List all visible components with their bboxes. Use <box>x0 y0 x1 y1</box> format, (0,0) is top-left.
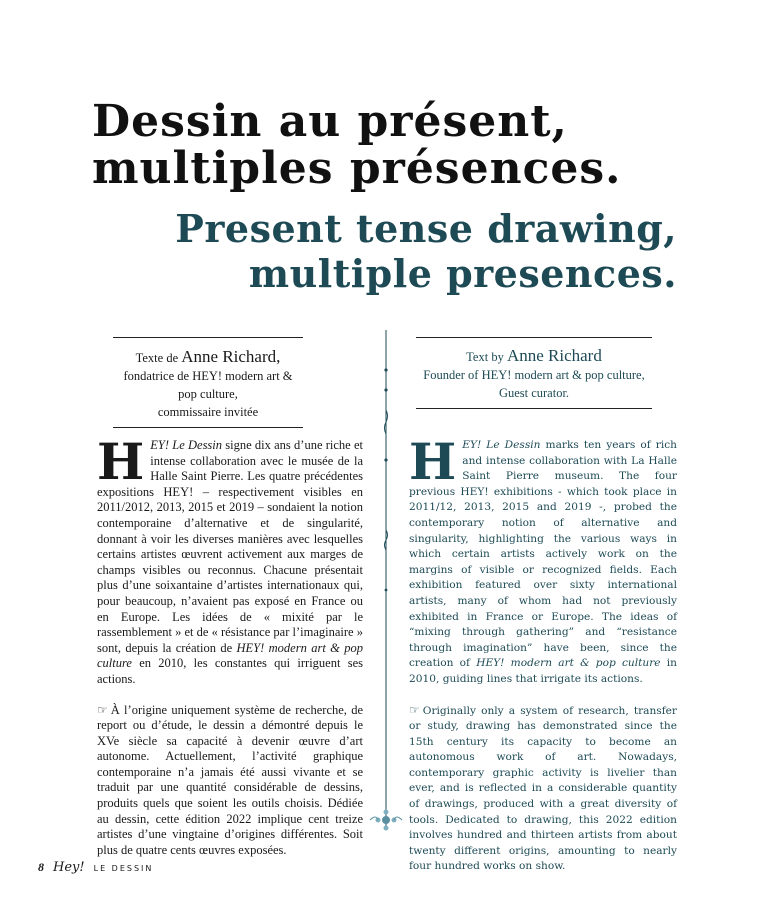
credit-author-name: Anne Richard <box>506 346 602 365</box>
page-footer <box>38 860 153 875</box>
credit-byline <box>113 348 303 367</box>
french-paragraph-1 <box>97 432 364 688</box>
title-french <box>92 98 652 192</box>
credit-rule-top <box>113 337 303 338</box>
english-paragraph-2 <box>409 703 677 876</box>
floral-ornament-icon <box>366 805 406 835</box>
italic-title: HEY! modern art & pop culture <box>97 640 364 671</box>
magazine-logo: Hey! <box>53 860 85 875</box>
vertical-divider-ornament <box>385 330 387 810</box>
title-english-line-2: multiple presences. <box>248 251 677 296</box>
french-column <box>97 432 364 873</box>
credit-role: fondatrice de HEY! modern art & pop culture, <box>123 369 293 401</box>
drop-cap: H <box>409 432 457 491</box>
italic-title: EY! Le Dessin <box>462 439 541 451</box>
italic-title: EY! Le Dessin <box>150 438 223 452</box>
section-name: LE DESSIN <box>93 864 154 873</box>
paragraph-text: en 2010, les constantes qui irriguent ses actions. <box>97 656 363 686</box>
pointing-hand-icon: ☞ <box>409 702 420 717</box>
credit-by-label: Texte de <box>135 351 182 365</box>
french-paragraph-2 <box>97 703 363 859</box>
italic-title: HEY! modern art & pop culture <box>476 657 661 670</box>
title-english <box>117 206 677 296</box>
english-column <box>409 432 677 890</box>
credit-by-label: Text by <box>466 350 507 364</box>
drop-cap: H <box>97 432 145 491</box>
credit-role-2: commissaire invitée <box>157 405 259 419</box>
credit-english <box>416 337 652 409</box>
credit-role: Founder of HEY! modern art & pop culture, <box>423 368 645 382</box>
page-number: 8 <box>38 860 44 874</box>
credit-french <box>113 337 303 428</box>
english-paragraph-1 <box>409 432 677 688</box>
title-french-line-1: Dessin au présent, <box>92 96 568 147</box>
pointing-hand-icon: ☞ <box>97 702 108 717</box>
paragraph-text: signe dix ans d’une riche et intense collaboration avec le musée de la Halle Saint Pierre. Les quatre précédentes expositions HEY! – respectivement visibles en 2011/2012, 2013, 2015 et 2019 – sondaient la notion contemporaine d’alternative et de singularité, donnant à voir les diverses manières avec lesquelles certains artistes œuvrent activement aux marges de champs visibles ou reconnus. Chacune présentait plus d’une soixantaine d’artistes internationaux qui, pour beaucoup, n’avaient pas exposé en France ou en Europe. Les idées de « mixité par le rassemblement » et de « résistance par l’imaginaire » sont, depuis la création de <box>97 438 364 655</box>
credit-author-name: Anne Richard, <box>181 347 281 366</box>
credit-role-2: Guest curator. <box>498 386 570 400</box>
title-english-line-1: Present tense drawing, <box>175 206 677 251</box>
credit-byline <box>416 347 652 366</box>
title-french-line-2: multiples présences. <box>92 143 622 194</box>
credit-rule-bottom <box>113 427 303 428</box>
paragraph-text: À l’origine uniquement système de recherche, de report ou d’étude, le dessin a démontré depuis le XVe siècle sa capacité à devenir œuvre d’art autonome. Actuellement, l’activité graphique contemporaine n’a jamais été aussi vivante et se traduit par une quantité considérable de dessins, produits quels que soient les outils choisis. Dédiée au dessin, cette édition 2022 implique cent treize artistes d’une vingtaine d’origines différentes. Soit plus de quatre cents œuvres exposées. <box>97 702 363 857</box>
paragraph-text: Originally only a system of research, transfer or study, drawing has demonstrated since the 15th century its capacity to become an autonomous work of art. Nowadays, contemporary graphic activity is livelier than ever, and is reflected in a considerable quantity of drawings, produced with a great diversity of tools. Dedicated to drawing, this 2022 edition involves hundred and thirteen artists from about twenty different origins, amounting to nearly four hundred works on show. <box>409 704 677 873</box>
paragraph-text: marks ten years of rich and intense collaboration with La Halle Saint Pierre museum. The four previous HEY! exhibitions - which took place in 2011/12, 2013, 2015 and 2019 -, probed the contemporary notion of alternative and singularity, highlighting the various ways in which certain artists actively work on the margins of visible or recognized fields. Each exhibition featured over sixty international artists, many of whom had not previously exhibited in France or Europe. The ideas of “mixing through gathering” and “resistance through imagination” have been, since the creation of <box>409 439 677 670</box>
paragraph-text: in 2010, guiding lines that irrigate its actions. <box>409 657 677 685</box>
credit-rule-top <box>416 337 652 338</box>
credit-rule-bottom <box>416 408 652 409</box>
